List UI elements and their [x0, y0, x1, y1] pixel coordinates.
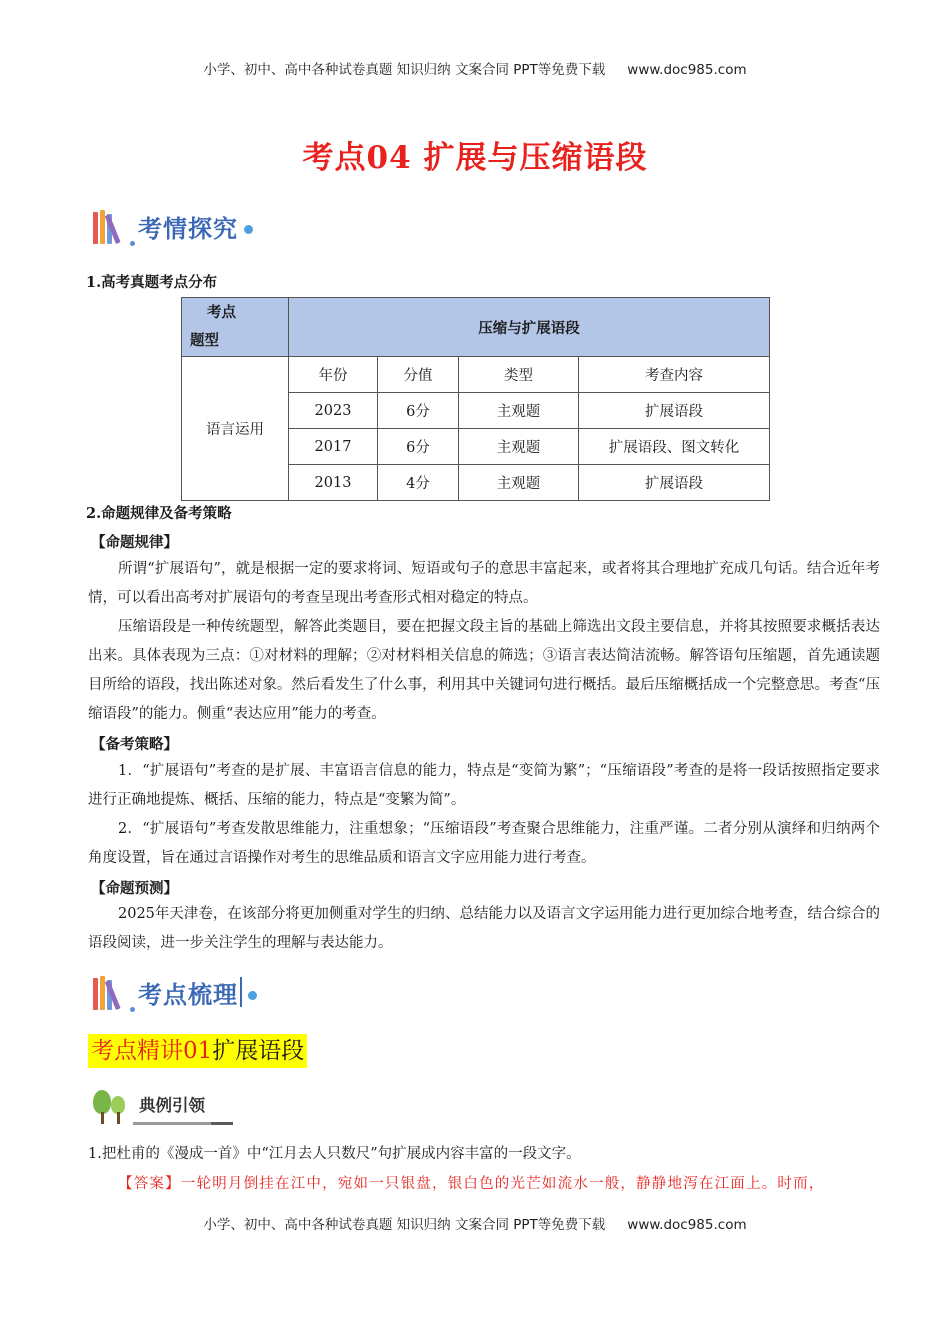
kaodian-heading: [88, 1034, 307, 1068]
footer-url[interactable]: www.doc985.com: [627, 1217, 747, 1233]
banner-kaodian: [93, 970, 257, 1014]
dot-icon: [130, 1007, 135, 1012]
col-header-content: 考查内容: [579, 357, 770, 393]
strategy-label: 【备考策略】: [91, 736, 178, 753]
corner-top-label: 考点: [207, 304, 236, 321]
table-corner-cell: [182, 298, 289, 357]
predict-paragraph: 2025年天津卷，在该部分将更加侧重对学生的归纳、总结能力以及语言文字运用能力进行更加综合地考查，结合综合的语段阅读，进一步关注学生的理解与表达能力。: [88, 906, 880, 951]
row-label-cell: 语言运用: [182, 357, 289, 501]
col-header-score: 分值: [378, 357, 459, 393]
question-1: 1.把杜甫的《漫成一首》中“江月去人只数尺”句扩展成内容丰富的一段文字。: [88, 1146, 581, 1162]
corner-bottom-label: 题型: [190, 332, 219, 349]
books-icon: [93, 974, 123, 1010]
answer-1: 【答案】一轮明月倒挂在江中，宛如一只银盘，银白色的光芒如流水一般，静静地泻在江面上。时而，: [118, 1176, 825, 1192]
table-cell: 主观题: [459, 393, 579, 429]
page-footer: [0, 1213, 950, 1233]
table-row: [182, 357, 770, 393]
banner-kaoqing: [93, 204, 253, 248]
table-cell: 6分: [378, 429, 459, 465]
banner-kaodian-text: 考点梳理: [138, 980, 238, 1009]
section2-label: 2.命题规律及备考策略: [86, 505, 232, 522]
table-cell: 主观题: [459, 465, 579, 501]
table-cell: 扩展语段: [579, 393, 770, 429]
page-title: 考点04 扩展与压缩语段: [302, 140, 648, 176]
dianli-text: 典例引领: [133, 1088, 233, 1125]
rules-paragraph-2: 压缩语段是一种传统题型，解答此类题目，要在把握文段主旨的基础上筛选出文段主要信息，并将其按照要求概括表达出来。具体表现为三点：①对材料的理解；②对材料相关信息的筛选；③语言表达简洁流畅。解答语句压缩题，首先通读题目所给的语段，找出陈述对象。然后看发生了什么事，利用其中关键词句进行概括。最后压缩概括成一个完整意思。考查“压缩语段”的能力。侧重“表达应用”能力的考查。: [88, 619, 880, 722]
rules-label: 【命题规律】: [91, 534, 178, 551]
table-cell: 6分: [378, 393, 459, 429]
kaodian-heading-topic: 扩展语段: [212, 1038, 305, 1064]
footer-text: 小学、初中、高中各种试卷真题 知识归纳 文案合同 PPT等免费下载: [203, 1217, 606, 1233]
table-cell: 4分: [378, 465, 459, 501]
distribution-table: [181, 297, 770, 501]
table-cell: 扩展语段: [579, 465, 770, 501]
dot-icon: [130, 241, 135, 246]
dot-end-icon: [244, 225, 253, 234]
tree-icon: [91, 1088, 133, 1124]
dianli-banner: [91, 1084, 233, 1128]
section1-label: 1.高考真题考点分布: [86, 274, 218, 291]
banner-kaoqing-text: 考情探究: [138, 214, 238, 243]
predict-label: 【命题预测】: [91, 880, 178, 897]
merged-header-cell: 压缩与扩展语段: [289, 298, 770, 357]
strategy-paragraph-2: 2．“扩展语句”考查发散思维能力，注重想象；“压缩语段”考查聚合思维能力，注重严谨。二者分别从演绎和归纳两个角度设置，旨在通过言语操作对考生的思维品质和语言文字应用能力进行考查。: [88, 821, 880, 866]
header-url[interactable]: www.doc985.com: [627, 62, 747, 78]
header-text: 小学、初中、高中各种试卷真题 知识归纳 文案合同 PPT等免费下载: [203, 62, 606, 78]
page-header: [0, 58, 950, 78]
table-cell: 扩展语段、图文转化: [579, 429, 770, 465]
table-cell: 2023: [289, 393, 378, 429]
books-icon: [93, 208, 123, 244]
text-cursor: [240, 977, 242, 1007]
table-header-row: [182, 298, 770, 357]
table-cell: 2017: [289, 429, 378, 465]
rules-paragraph-1: 所谓“扩展语句”，就是根据一定的要求将词、短语或句子的意思丰富起来，或者将其合理地扩充成几句话。结合近年考情，可以看出高考对扩展语句的考查呈现出考查形式相对稳定的特点。: [88, 561, 880, 606]
col-header-type: 类型: [459, 357, 579, 393]
dot-end-icon: [248, 991, 257, 1000]
strategy-paragraph-1: 1．“扩展语句”考查的是扩展、丰富语言信息的能力，特点是“变简为繁”；“压缩语段”考查的是将一段话按照指定要求进行正确地提炼、概括、压缩的能力，特点是“变繁为简”。: [88, 763, 880, 808]
kaodian-heading-number: 考点精讲01: [91, 1038, 213, 1064]
table-cell: 主观题: [459, 429, 579, 465]
col-header-year: 年份: [289, 357, 378, 393]
table-cell: 2013: [289, 465, 378, 501]
